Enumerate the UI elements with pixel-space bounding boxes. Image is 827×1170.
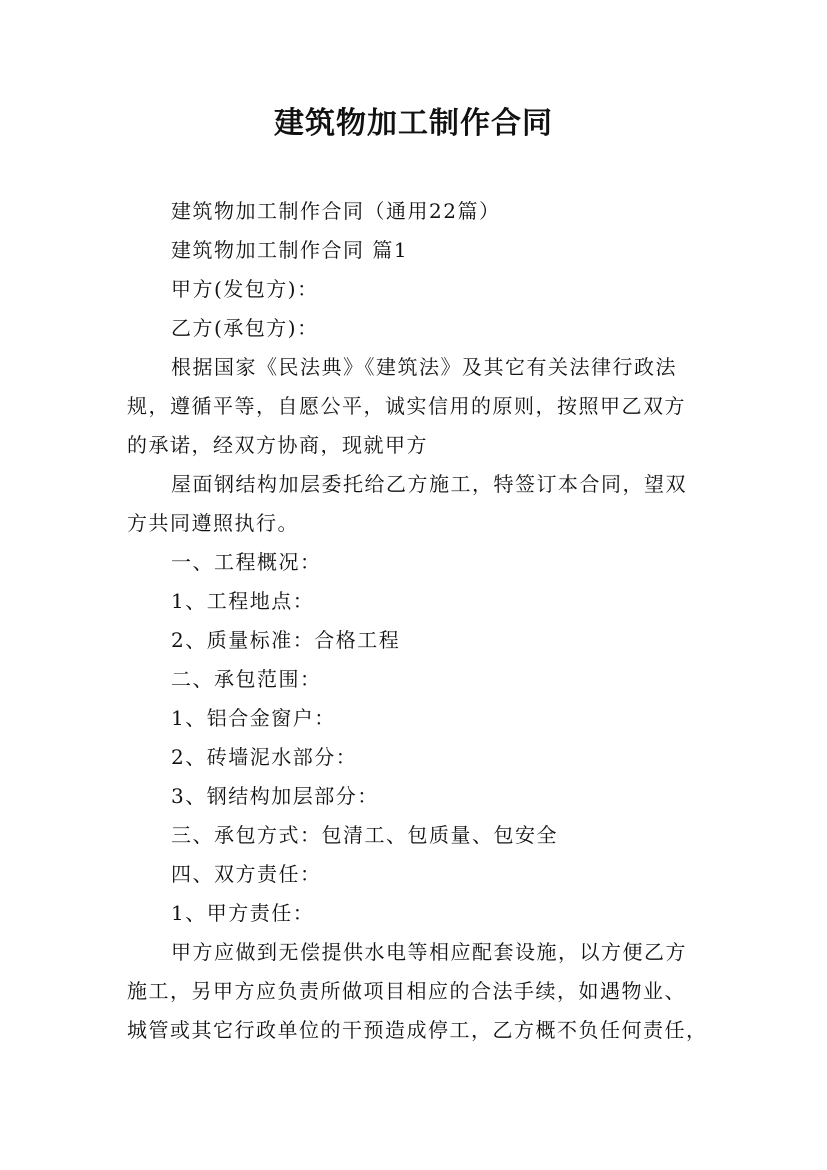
document-line: 1、工程地点： [171,589,315,613]
document-line: 城管或其它行政单位的干预造成停工，乙方概不负任何责任， [127,1018,708,1042]
document-line: 二、承包范围： [171,667,322,691]
document-line: 的承诺，经双方协商，现就甲方 [127,433,428,457]
document-line: 1、甲方责任： [171,901,315,925]
document-line: 甲方(发包方)： [171,277,319,301]
document-line: 施工，另甲方应负责所做项目相应的合法手续，如遇物业、 [127,979,686,1003]
document-line: 四、双方责任： [171,862,322,886]
document-line: 屋面钢结构加层委托给乙方施工，特签订本合同，望双 [171,472,687,496]
document-line: 建筑物加工制作合同 篇1 [171,238,409,262]
document-line: 2、质量标准：合格工程 [171,628,401,652]
document-body [127,192,715,1050]
document-line: 1、铝合金窗户： [171,706,336,730]
document-line: 乙方(承包方)： [171,316,319,340]
document-line: 建筑物加工制作合同（通用22篇） [171,199,501,223]
document-line: 三、承包方式：包清工、包质量、包安全 [171,823,558,847]
document-title: 建筑物加工制作合同 [274,106,553,141]
document-line: 根据国家《民法典》《建筑法》及其它有关法律行政法 [171,355,677,379]
document-line: 方共同遵照执行。 [127,511,299,535]
document-line: 规，遵循平等，自愿公平，诚实信用的原则，按照甲乙双方 [127,394,686,418]
document-line: 2、砖墙泥水部分： [171,745,358,769]
document-line: 3、钢结构加层部分： [171,784,379,808]
document-line: 甲方应做到无偿提供水电等相应配套设施，以方便乙方 [171,940,687,964]
document-line: 一、工程概况： [171,550,322,574]
